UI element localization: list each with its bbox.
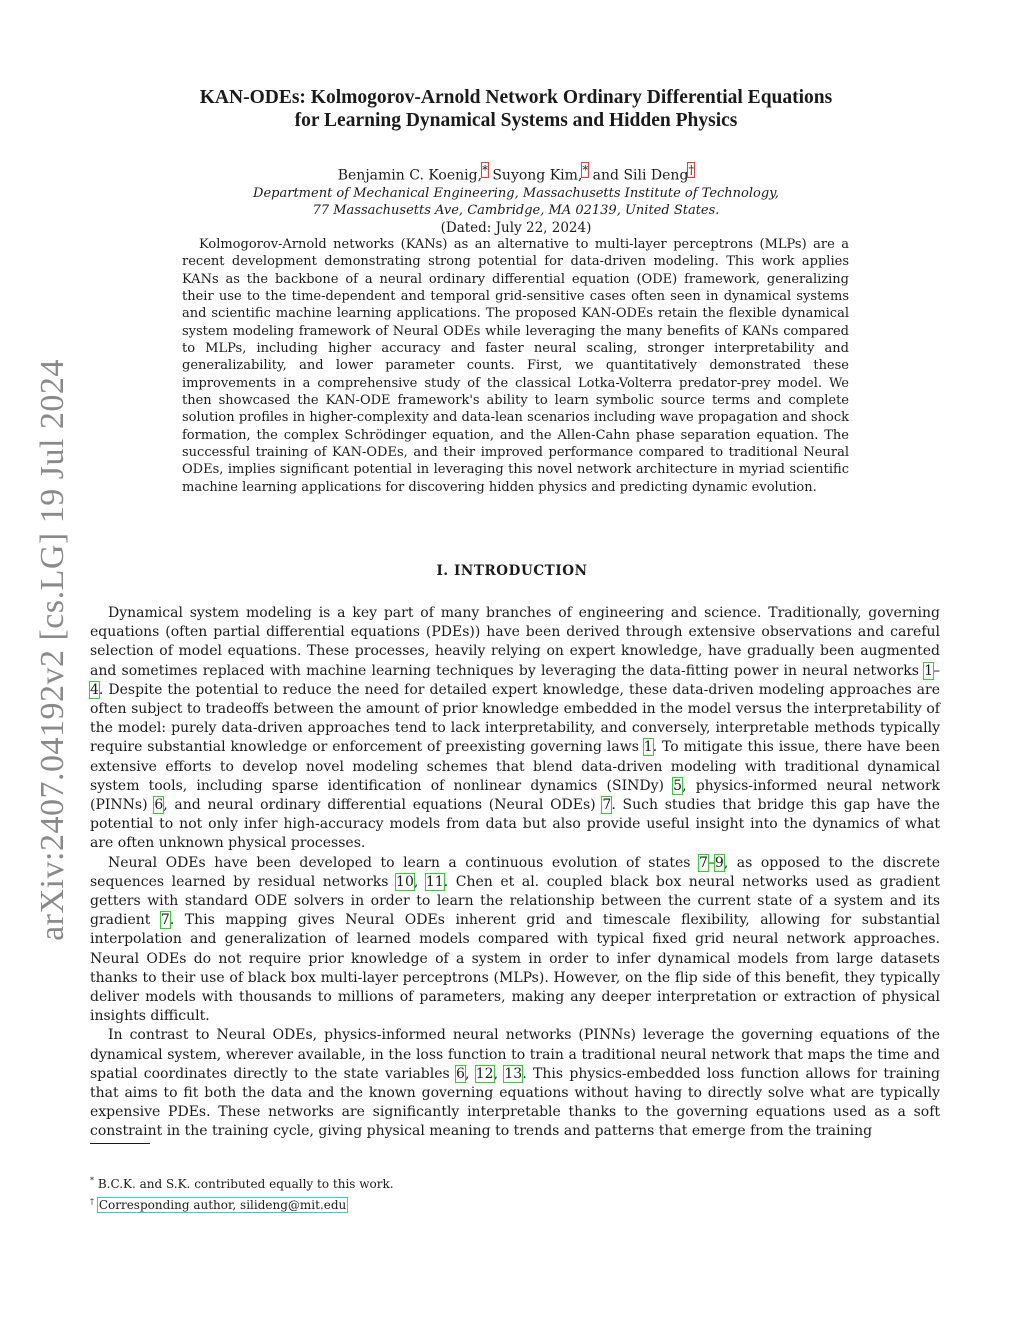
text-run: , [493, 1065, 505, 1082]
text-run: , [413, 873, 426, 890]
text-run: , [464, 1065, 476, 1082]
citation-link[interactable]: 9 [714, 854, 724, 871]
abstract: Kolmogorov-Arnold networks (KANs) as an alternative to multi-layer perceptrons (MLPs) are a recent development demonstrating strong potential for data-driven modeling. This work applies KANs as the backbone of a neural ordinary differential equation (ODE) framework, generalizing their use to the time-dependent and temporal grid-sensitive cases often seen in dynamical systems and scientific machine learning applications. The proposed KAN-ODEs retain the flexible dynamical system modeling framework of Neural ODEs while leveraging the many benefits of KANs compared to MLPs, including higher accuracy and faster neural scaling, stronger interpretability and generalizability, and lower parameter counts. First, we quantitatively demonstrated these improvements in a comprehensive study of the classical Lotka-Volterra predator-prey model. We then showcased the KAN-ODE framework's ability to learn symbolic source terms and complete solution profiles in higher-complexity and data-lean scenarios including wave propagation and shock formation, the complex Schrödinger equation, and the Allen-Cahn phase separation equation. The successful training of KAN-ODEs, and their improved performance compared to traditional Neural ODEs, implies significant potential in leveraging this novel network architecture in myriad scientific machine learning applications for discovering hidden physics and predicting dynamic evolution. [182, 237, 849, 495]
author-2: Suyong Kim, [492, 167, 583, 184]
text-run: , physics-informed neural network (PINNs) [90, 777, 940, 814]
paragraph-2 [90, 854, 940, 1027]
footnote-1 [90, 1172, 790, 1193]
citation-link[interactable]: 7 [602, 797, 612, 814]
author-1: Benjamin C. Koenig, [337, 167, 483, 184]
author-3: Sili Deng [623, 167, 689, 184]
citation-link[interactable]: 5 [673, 777, 683, 794]
text-run: . To mitigate this issue, there have been extensive efforts to develop novel modeling schemes that blend data-driven modeling with traditional dynamical system tools, including sparse identification of nonlinear dynamics (SINDy) [90, 739, 940, 794]
dated: (Dated: July 22, 2024) [440, 219, 592, 236]
citation-link[interactable]: 12 [475, 1065, 494, 1082]
text-run: – [707, 854, 715, 871]
text-run: . This mapping gives Neural ODEs inherent grid and timescale flexibility, allowing for substantial interpolation and generalization of learned models compared with typical fixed grid neural network approaches. Neural ODEs do not require prior knowledge of a system in order to infer dynamical models from large datasets thanks to their use of black box multi-layer perceptrons (MLPs). However, on the flip side of this benefit, they typically deliver models with thousands to millions of parameters, making any deeper interpretation or extraction of physical insights difficult. [90, 912, 941, 1025]
author-list [140, 161, 892, 185]
citation-link[interactable]: 13 [504, 1065, 523, 1082]
citation-link[interactable]: 1 [643, 739, 653, 756]
text-run: . Chen et al. coupled black box neural networks used as gradient getters with standard ODE solvers in order to learn the relationship between the current state of a system and its gradient [90, 873, 940, 929]
text-run: – [933, 662, 940, 679]
footnotes [90, 1172, 790, 1214]
citation-link[interactable]: 10 [396, 873, 414, 890]
footnote-1-mark: * [90, 1176, 94, 1185]
text-run: In contrast to Neural ODEs, physics-informed neural networks (PINNs) leverage the governing equations of the dynamical system, wherever available, in the loss function to train a traditional neural network that maps the time and spatial coordinates directly to the state variables [90, 1027, 940, 1082]
arxiv-stamp: arXiv:2407.04192v2 [cs.LG] 19 Jul 2024 [34, 359, 71, 941]
corresponding-author-email-link[interactable]: Corresponding author, silideng@mit.edu [98, 1198, 347, 1212]
citation-link[interactable]: 6 [154, 797, 164, 814]
author-1-mark[interactable]: * [482, 163, 488, 177]
citation-link[interactable]: 11 [425, 873, 444, 890]
citation-link[interactable]: 7 [160, 912, 170, 929]
text-run: Dynamical system modeling is a key part of many branches of engineering and science. Traditionally, governing equations (often partial differential equations (PDEs)) have been derived through extensive observations and careful selection of model equations. These processes, heavily relying on expert knowledge, have gradually been augmented and sometimes replaced with machine learning techniques by leveraging the data-fitting power in neural networks [90, 605, 940, 679]
title-line-2: for Learning Dynamical Systems and Hidden Physics [294, 110, 738, 131]
affiliation-line-1: Department of Mechanical Engineering, Massachusetts Institute of Technology, [253, 185, 779, 201]
citation-link[interactable]: 6 [456, 1065, 465, 1082]
author-and: and [592, 167, 619, 184]
author-3-mark[interactable]: † [688, 163, 695, 177]
title-line-1: KAN-ODEs: Kolmogorov-Arnold Network Ordinary Differential Equations [199, 87, 833, 108]
body-text [90, 604, 940, 1142]
text-run: Neural ODEs have been developed to learn a continuous evolution of states [108, 854, 699, 871]
citation-link[interactable]: 7 [698, 854, 708, 871]
footnote-rule [90, 1143, 150, 1144]
citation-link[interactable]: 1 [924, 662, 933, 679]
text-run: , and neural ordinary differential equations (Neural ODEs) [163, 797, 603, 814]
paper-header [140, 86, 892, 237]
section-heading-introduction: I. INTRODUCTION [436, 563, 588, 579]
author-2-mark[interactable]: * [582, 163, 589, 177]
text-run: , as opposed to the discrete sequences learned by residual networks [90, 854, 940, 890]
paper-title [140, 86, 892, 132]
affiliation-line-2: 77 Massachusetts Ave, Cambridge, MA 02139, United States. [312, 202, 720, 218]
text-run: . Such studies that bridge this gap have the potential to not only infer high-accuracy models from data but also provide useful insight into the dynamics of what are often unknown physical processes. [90, 797, 940, 852]
footnote-1-text: B.C.K. and S.K. contributed equally to this work. [94, 1177, 394, 1191]
paragraph-3 [90, 1026, 940, 1141]
citation-link[interactable]: 4 [90, 681, 99, 698]
text-run: . Despite the potential to reduce the need for detailed expert knowledge, these data-driven modeling approaches are often subject to tradeoffs between the amount of prior knowledge embedded in the model versus the interpretability of the model: purely data-driven approaches tend to lack interpretability, and conversely, interpretable methods typically require substantial knowledge or enforcement of preexisting governing laws [90, 681, 940, 756]
text-run: . This physics-embedded loss function allows for training that aims to fit both the data and the known governing equations without having to directly solve what are typically expensive PDEs. These networks are significantly interpretable thanks to the governing equations used as a soft constraint in the training cycle, giving physical meaning to trends and patterns that emerge from the training [90, 1065, 940, 1140]
footnote-2 [90, 1193, 790, 1214]
footnote-2-mark: † [90, 1197, 94, 1206]
paragraph-1 [90, 604, 940, 854]
